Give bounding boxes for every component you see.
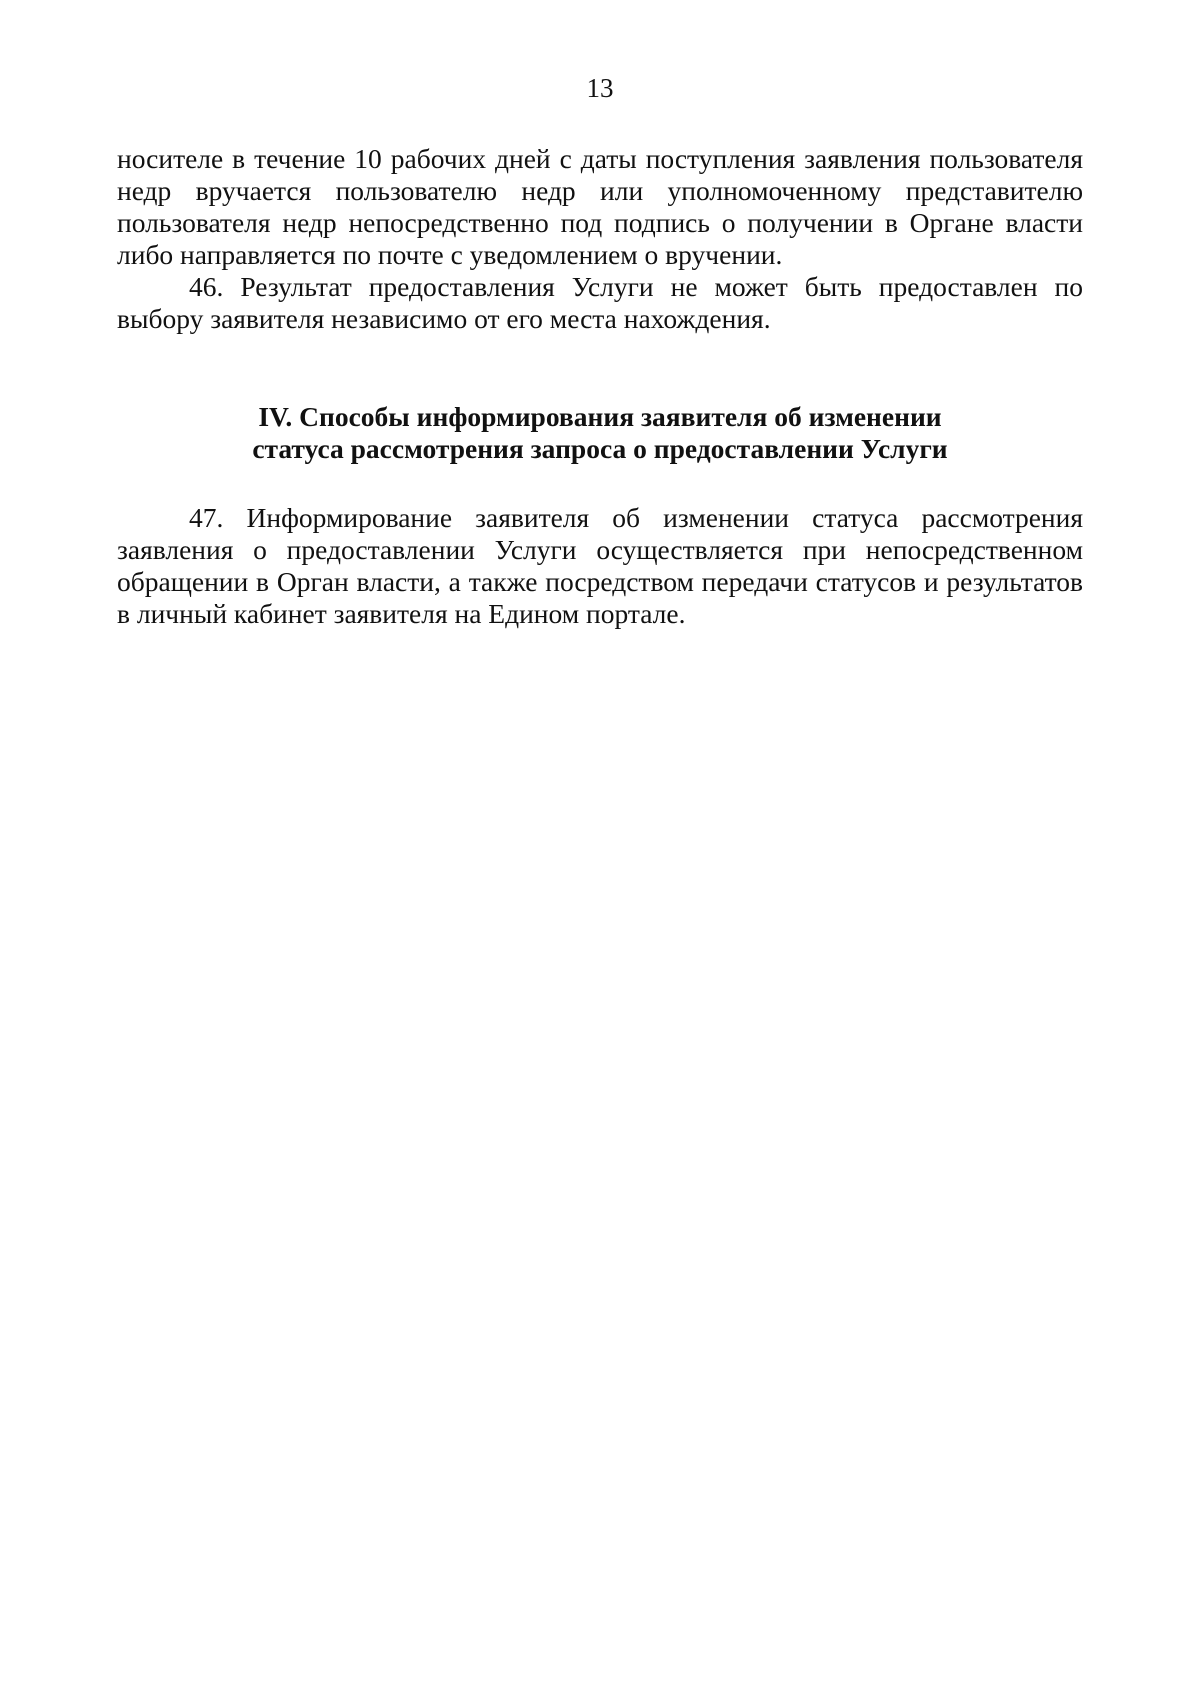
paragraph-46: 46. Результат предоставления Услуги не может быть предоставлен по выбору заявителя независимо от его места нахождения. <box>117 271 1083 334</box>
page-number: 13 <box>586 73 614 103</box>
paragraph-continuation: носителе в течение 10 рабочих дней с даты поступления заявления пользователя недр вручается пользователю недр или уполномоченному представителю пользователя недр непосредственно под подпись о получении в Органе власти либо направляется по почте с уведомлением о вручении. <box>117 143 1083 270</box>
paragraph-47: 47. Информирование заявителя об изменении статуса рассмотрения заявления о предоставлении Услуги осуществляется при непосредственном обращении в Орган власти, а также посредством передачи статусов и результатов в личный кабинет заявителя на Едином портале. <box>117 502 1083 629</box>
section-heading-line-2: статуса рассмотрения запроса о предоставлении Услуги <box>252 433 948 464</box>
section-heading-line-1: IV. Способы информирования заявителя об изменении <box>258 401 942 432</box>
section-heading <box>117 401 1083 465</box>
